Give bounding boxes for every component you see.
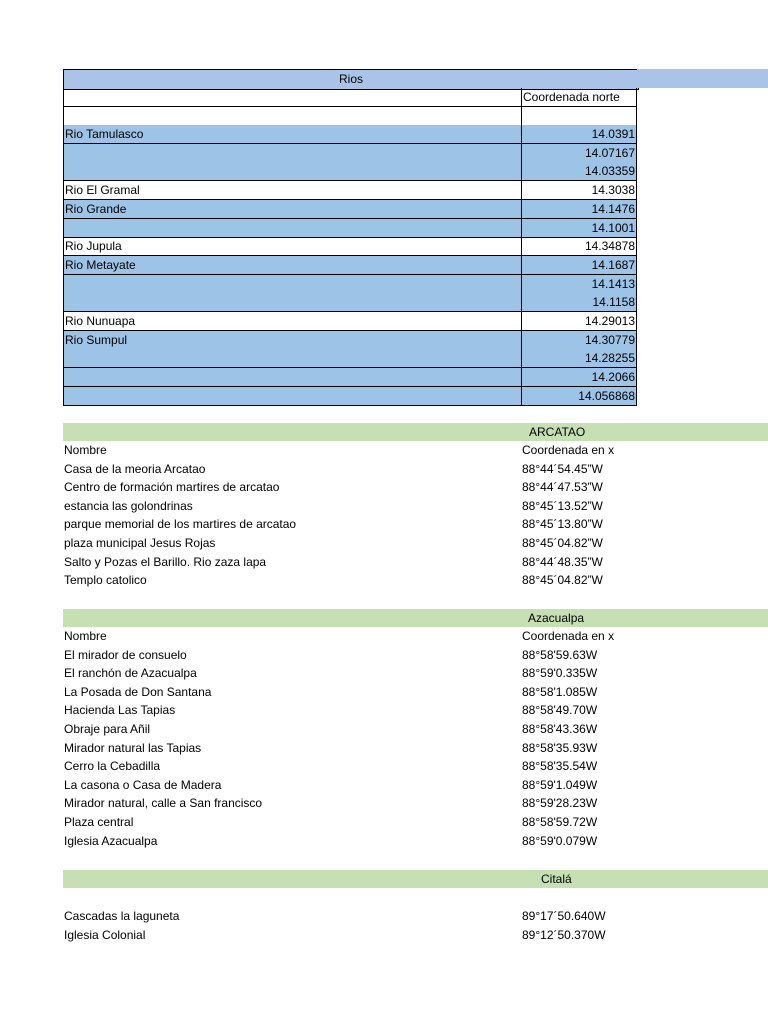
arcatao-header-coord: Coordenada en x [522, 443, 615, 457]
rios-row [63, 368, 637, 387]
place-coordinate: 88°45´13.52”W [522, 498, 603, 513]
citala-band [63, 870, 768, 888]
place-name: Iglesia Colonial [64, 927, 146, 942]
rios-title: Rios [63, 69, 639, 90]
rios-row [63, 256, 637, 275]
place-name: estancia las golondrinas [64, 498, 193, 513]
column-divider [521, 256, 522, 274]
place-coordinate: 88°59'0.335W [522, 666, 598, 681]
column-divider [521, 349, 522, 367]
place-coordinate: 88°58'49.70W [522, 703, 598, 718]
column-divider [521, 387, 522, 405]
north-coordinate: 14.07167 [584, 145, 635, 160]
north-coordinate: 14.1001 [591, 220, 635, 235]
place-coordinate: 89°17´50.640W [522, 908, 606, 923]
rios-row [63, 125, 637, 144]
rios-title-extension [637, 69, 768, 88]
place-name: Plaza central [64, 814, 134, 829]
azacualpa-row [64, 664, 764, 682]
column-divider [521, 181, 522, 199]
rios-column-header: Coordenada norte [523, 90, 620, 104]
place-name: Templo catolico [64, 573, 147, 588]
arcatao-row [64, 553, 764, 571]
column-divider [521, 219, 522, 237]
place-name: El mirador de consuelo [64, 647, 187, 662]
column-divider [521, 88, 522, 106]
place-name: La Posada de Don Santana [64, 684, 212, 699]
rios-row [63, 162, 637, 181]
arcatao-title: ARCATAO [529, 425, 586, 439]
place-coordinate: 88°44´47.53”W [522, 480, 603, 495]
arcatao-row [64, 497, 764, 515]
azacualpa-band [63, 609, 768, 627]
place-name: plaza municipal Jesus Rojas [64, 535, 216, 550]
rios-row [63, 144, 637, 163]
place-coordinate: 88°59'1.049W [522, 777, 598, 792]
rios-row [63, 349, 637, 368]
azacualpa-row [64, 794, 764, 812]
place-name: Cerro la Cebadilla [64, 759, 161, 774]
river-name: Rio Grande [65, 201, 127, 216]
north-coordinate: 14.29013 [584, 314, 635, 328]
rios-empty-row [63, 107, 637, 126]
place-coordinate: 88°45´04.82”W [522, 535, 603, 550]
azacualpa-row [64, 776, 764, 794]
column-divider [521, 200, 522, 218]
place-coordinate: 88°44´54.45”W [522, 461, 603, 476]
column-divider [521, 275, 522, 293]
north-coordinate: 14.056868 [578, 388, 635, 403]
north-coordinate: 14.30779 [584, 332, 635, 347]
azacualpa-row [64, 757, 764, 775]
column-divider [521, 237, 522, 255]
column-divider [521, 144, 522, 162]
azacualpa-header-row [64, 627, 764, 645]
place-coordinate: 88°58'35.54W [522, 759, 598, 774]
north-coordinate: 14.0391 [591, 127, 635, 141]
rios-row [63, 387, 637, 406]
azacualpa-row [64, 720, 764, 738]
column-divider [521, 107, 522, 125]
column-divider [521, 162, 522, 180]
place-coordinate: 88°58'59.63W [522, 647, 598, 662]
north-coordinate: 14.1413 [591, 276, 635, 291]
place-name: Mirador natural, calle a San francisco [64, 796, 263, 811]
arcatao-row [64, 478, 764, 496]
north-coordinate: 14.1687 [591, 257, 635, 272]
rios-row [63, 237, 637, 256]
place-coordinate: 88°58'35.93W [522, 740, 598, 755]
arcatao-row [64, 571, 764, 589]
place-coordinate: 88°45´04.82”W [522, 573, 603, 588]
river-name: Rio Metayate [65, 257, 136, 272]
rios-row [63, 331, 637, 350]
north-coordinate: 14.1158 [592, 295, 635, 310]
azacualpa-row [64, 701, 764, 719]
place-name: Obraje para Añil [64, 721, 151, 736]
rios-row [63, 181, 637, 200]
north-coordinate: 14.2066 [591, 370, 635, 385]
azacualpa-row [64, 646, 764, 664]
arcatao-band [63, 423, 768, 441]
place-coordinate: 88°58'43.36W [522, 721, 598, 736]
north-coordinate: 14.1476 [591, 201, 635, 216]
column-divider [521, 125, 522, 143]
place-coordinate: 89°12´50.370W [522, 927, 606, 942]
place-name: Mirador natural las Tapias [64, 740, 202, 755]
north-coordinate: 14.28255 [584, 351, 635, 366]
arcatao-row [64, 534, 764, 552]
place-coordinate: 88°59'0.079W [522, 833, 598, 848]
arcatao-header-name: Nombre [64, 443, 107, 457]
north-coordinate: 14.03359 [584, 164, 635, 179]
rios-row [63, 312, 637, 331]
place-coordinate: 88°44´48.35”W [522, 554, 603, 569]
column-divider [521, 368, 522, 386]
place-name: Centro de formación martires de arcatao [64, 480, 280, 495]
rios-row [63, 219, 637, 238]
place-name: Cascadas la laguneta [64, 908, 180, 923]
river-name: Rio Jupula [65, 239, 122, 254]
place-name: Hacienda Las Tapias [64, 703, 176, 718]
place-name: parque memorial de los martires de arcatao [64, 517, 297, 532]
place-coordinate: 88°45´13.80”W [522, 517, 603, 532]
place-name: Casa de la meoria Arcatao [64, 461, 206, 476]
column-divider [521, 312, 522, 330]
rios-row [63, 200, 637, 219]
azacualpa-row [64, 683, 764, 701]
rios-row [63, 275, 637, 294]
azacualpa-header-coord: Coordenada en x [522, 629, 615, 643]
place-name: Salto y Pozas el Barillo. Rio zaza lapa [64, 554, 267, 569]
azacualpa-row [64, 813, 764, 831]
river-name: Rio Sumpul [65, 332, 128, 347]
place-coordinate: 88°59'28.23W [522, 796, 598, 811]
column-divider [521, 293, 522, 311]
azacualpa-row [64, 832, 764, 850]
column-divider [521, 331, 522, 349]
river-name: Rio Nunuapa [65, 314, 136, 328]
citala-row [64, 907, 764, 925]
north-coordinate: 14.34878 [584, 239, 635, 254]
place-name: Iglesia Azacualpa [64, 833, 158, 848]
citala-title: Citalá [541, 872, 572, 886]
azacualpa-header-name: Nombre [64, 629, 107, 643]
citala-row [64, 926, 764, 944]
rios-header-row [63, 88, 637, 107]
north-coordinate: 14.3038 [591, 183, 635, 198]
arcatao-row [64, 460, 764, 478]
place-name: El ranchón de Azacualpa [64, 666, 197, 681]
place-coordinate: 88°58'59.72W [522, 814, 598, 829]
place-name: La casona o Casa de Madera [64, 777, 222, 792]
river-name: Rio El Gramal [65, 183, 140, 198]
azacualpa-row [64, 739, 764, 757]
place-coordinate: 88°58'1.085W [522, 684, 598, 699]
arcatao-header-row [64, 441, 764, 459]
river-name: Rio Tamulasco [65, 127, 144, 141]
arcatao-row [64, 515, 764, 533]
azacualpa-title: Azacualpa [528, 611, 585, 625]
rios-row [63, 293, 637, 312]
